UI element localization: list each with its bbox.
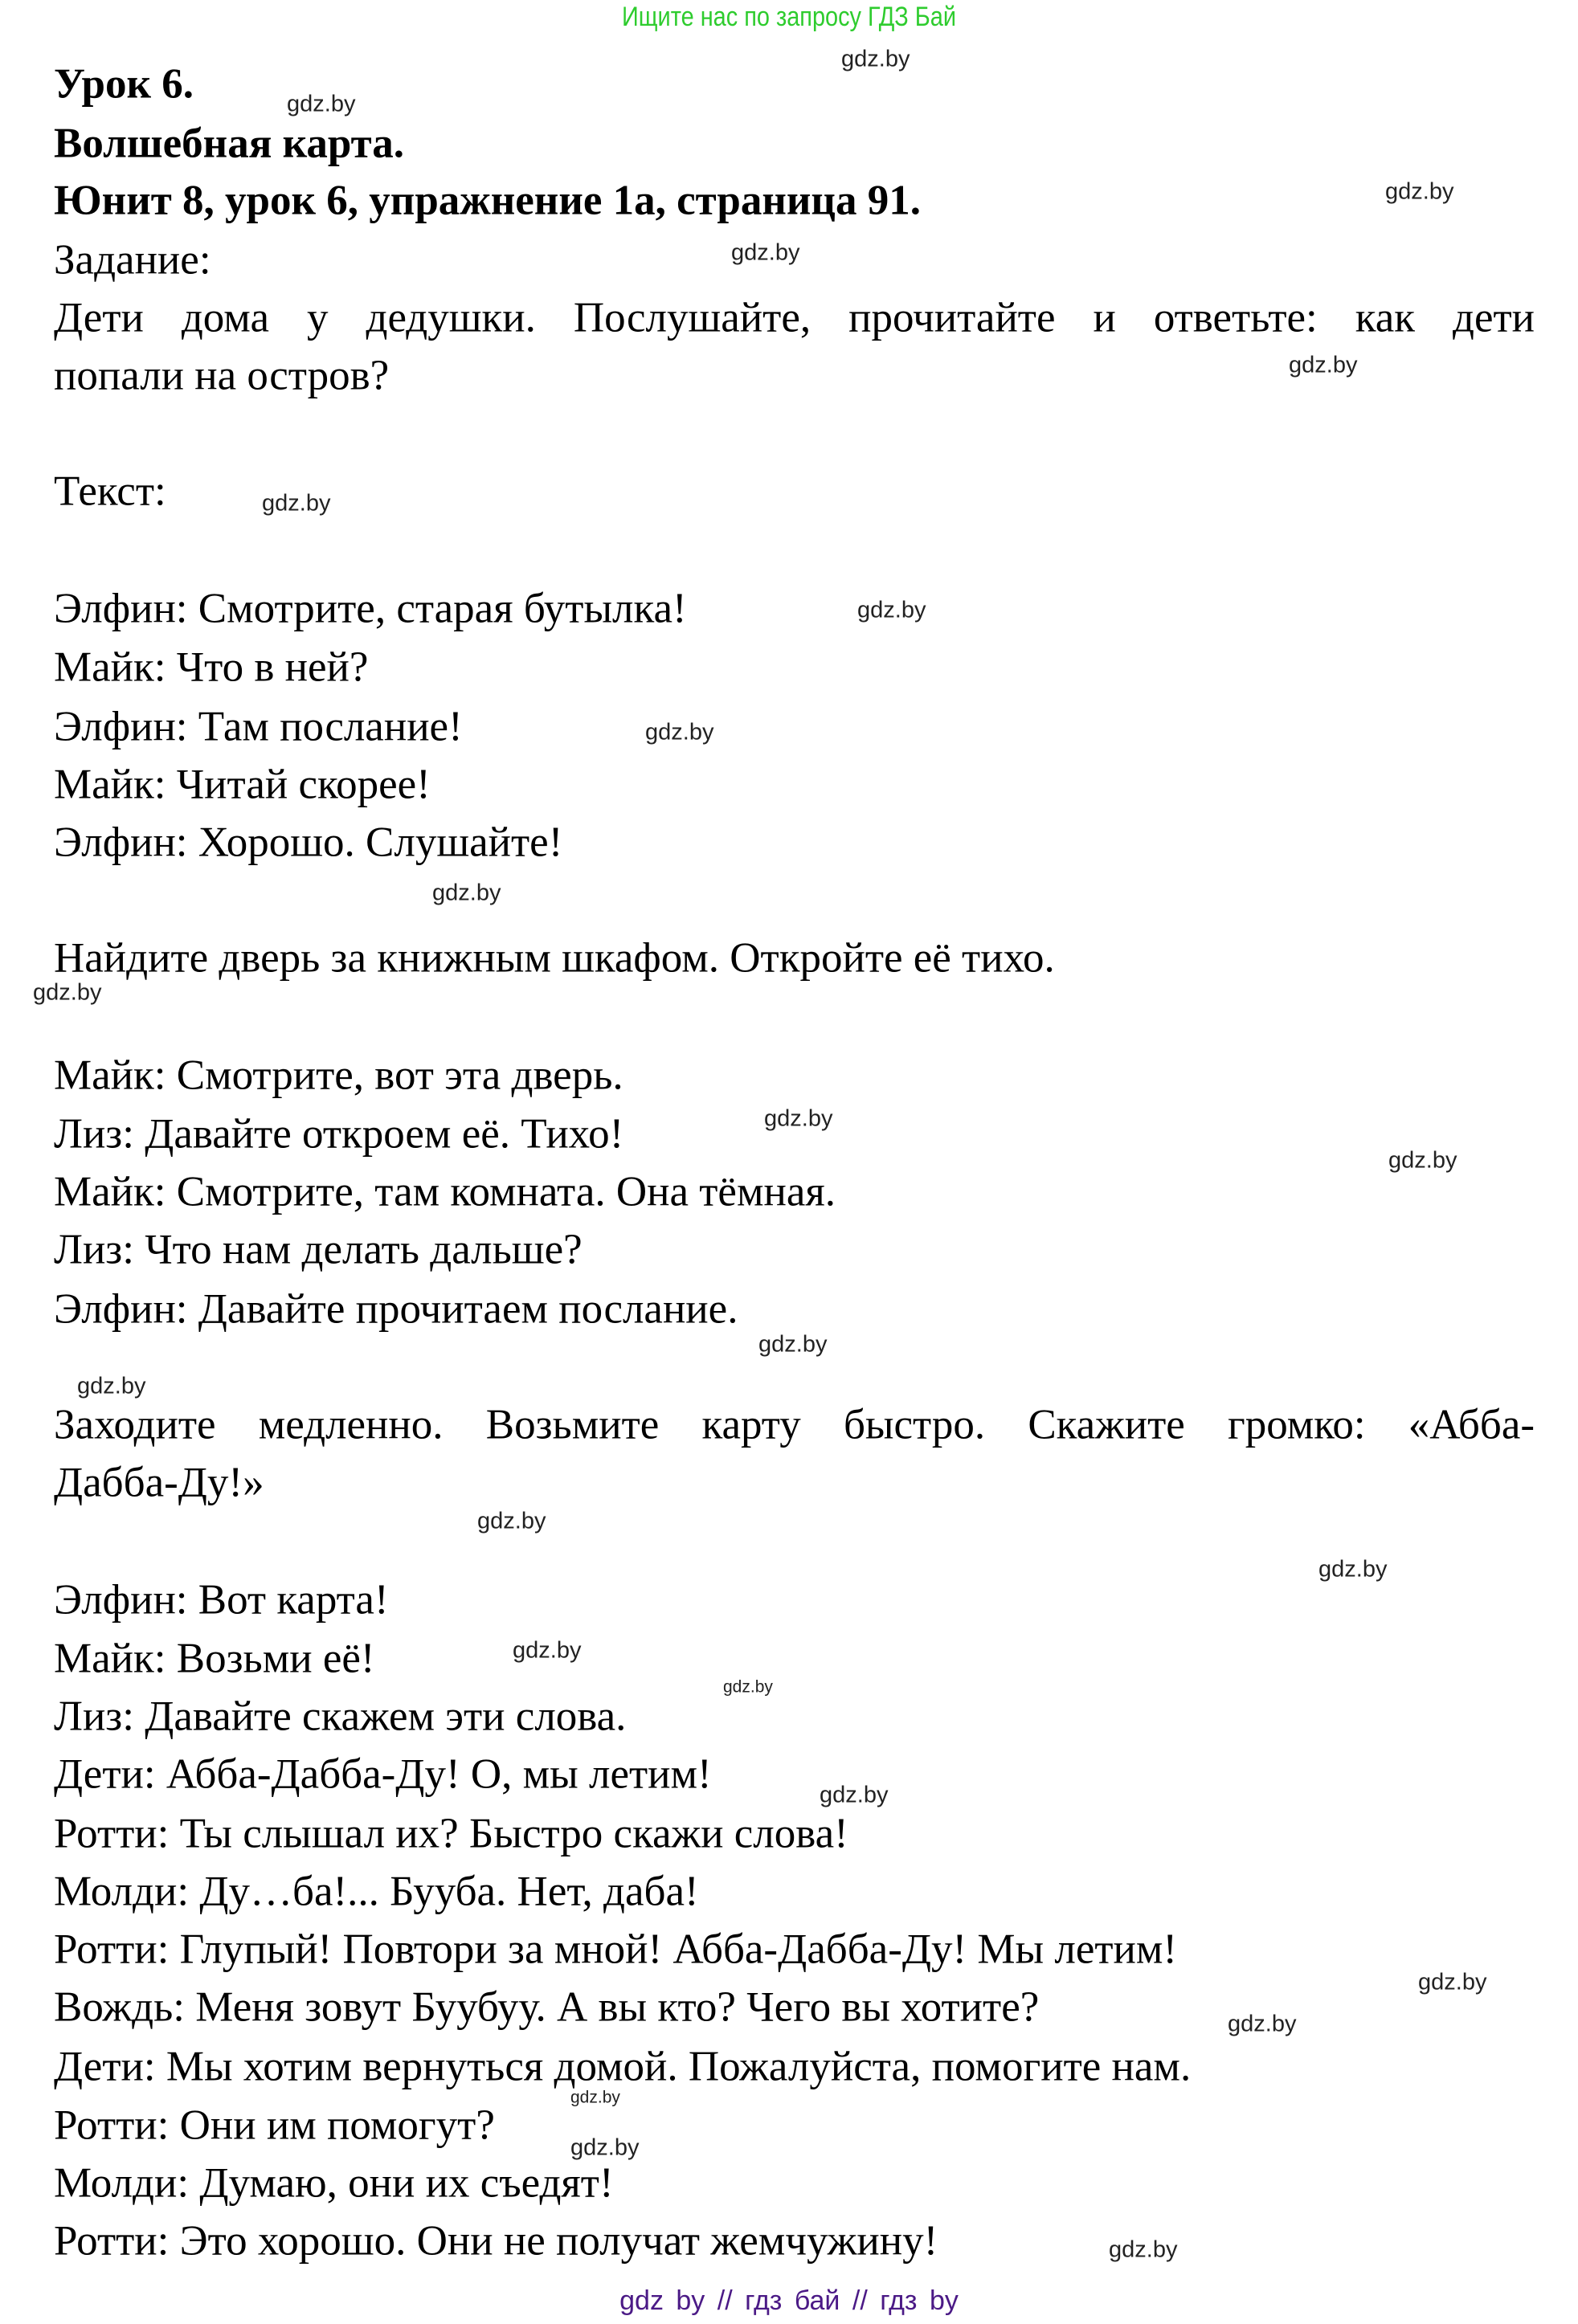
watermark: gdz.by (477, 1508, 546, 1534)
watermark: gdz.by (432, 880, 501, 906)
text-label: Текст: (54, 468, 166, 515)
dialogue-line: Дети: Абба-Дабба-Ду! О, мы летим! (54, 1750, 712, 1798)
message-line: Найдите дверь за книжным шкафом. Откройте её тихо. (54, 934, 1055, 982)
watermark: gdz.by (77, 1373, 146, 1399)
watermark: gdz.by (570, 2088, 620, 2107)
watermark: gdz.by (570, 2134, 640, 2161)
dialogue-line: Элфин: Там послание! (54, 703, 463, 750)
lesson-title: Волшебная карта. (54, 120, 405, 167)
exercise-reference: Юнит 8, урок 6, упражнение 1а, страница 91. (54, 177, 921, 224)
dialogue-line: Элфин: Хорошо. Слушайте! (54, 819, 563, 866)
watermark: gdz.by (857, 597, 926, 623)
dialogue-line: Ротти: Это хорошо. Они не получат жемчужину! (54, 2217, 938, 2265)
dialogue-line: Майк: Смотрите, вот эта дверь. (54, 1052, 623, 1099)
watermark: gdz.by (731, 239, 800, 266)
dialogue-line: Молди: Думаю, они их съедят! (54, 2159, 614, 2207)
dialogue-line: Майк: Возьми её! (54, 1635, 375, 1682)
dialogue-line: Лиз: Давайте откроем её. Тихо! (54, 1110, 624, 1158)
task-text-cont: попали на остров? (54, 352, 390, 399)
watermark: gdz.by (1385, 178, 1454, 205)
dialogue-line: Элфин: Давайте прочитаем послание. (54, 1285, 738, 1333)
dialogue-line: Ротти: Ты слышал их? Быстро скажи слова! (54, 1810, 848, 1857)
watermark: gdz.by (1228, 2011, 1297, 2037)
message-line-cont: Дабба-Ду!» (54, 1459, 264, 1506)
watermark: gdz.by (723, 1677, 773, 1697)
watermark: gdz.by (287, 91, 356, 117)
watermark: gdz.by (820, 1782, 889, 1808)
watermark: gdz.by (758, 1331, 828, 1358)
watermark: gdz.by (1109, 2236, 1178, 2263)
dialogue-line: Лиз: Что нам делать дальше? (54, 1226, 583, 1273)
footer-links: gdz by // гдз бай // гдз by (619, 2285, 959, 2316)
task-label: Задание: (54, 236, 211, 284)
watermark: gdz.by (1418, 1969, 1487, 1995)
task-text: Дети дома у дедушки. Послушайте, прочитайте и ответьте: как дети (54, 294, 1535, 341)
watermark: gdz.by (33, 979, 102, 1006)
watermark: gdz.by (1388, 1147, 1457, 1174)
dialogue-line: Майк: Смотрите, там комната. Она тёмная. (54, 1168, 836, 1215)
dialogue-line: Элфин: Смотрите, старая бутылка! (54, 585, 687, 632)
dialogue-line: Элфин: Вот карта! (54, 1576, 389, 1624)
dialogue-line: Майк: Читай скорее! (54, 761, 431, 808)
dialogue-line: Лиз: Давайте скажем эти слова. (54, 1693, 627, 1740)
watermark: gdz.by (1289, 352, 1358, 378)
watermark: gdz.by (764, 1105, 833, 1132)
dialogue-line: Дети: Мы хотим вернуться домой. Пожалуйста, помогите нам. (54, 2043, 1192, 2090)
watermark: gdz.by (841, 46, 910, 72)
watermark: gdz.by (1318, 1556, 1388, 1583)
dialogue-line: Вождь: Меня зовут Буубуу. А вы кто? Чего вы хотите? (54, 1983, 1040, 2031)
lesson-number: Урок 6. (54, 60, 194, 108)
dialogue-line: Майк: Что в ней? (54, 643, 369, 691)
watermark: gdz.by (513, 1637, 582, 1664)
dialogue-line: Молди: Ду…ба!... Бууба. Нет, даба! (54, 1868, 699, 1915)
dialogue-line: Ротти: Они им помогут? (54, 2101, 495, 2149)
message-line: Заходите медленно. Возьмите карту быстро. Скажите громко: «Абба- (54, 1401, 1535, 1448)
watermark: gdz.by (645, 719, 714, 745)
watermark: gdz.by (262, 490, 331, 517)
dialogue-line: Ротти: Глупый! Повтори за мной! Абба-Дабба-Ду! Мы летим! (54, 1926, 1178, 1973)
search-banner: Ищите нас по запросу ГДЗ Бай (622, 2, 956, 32)
